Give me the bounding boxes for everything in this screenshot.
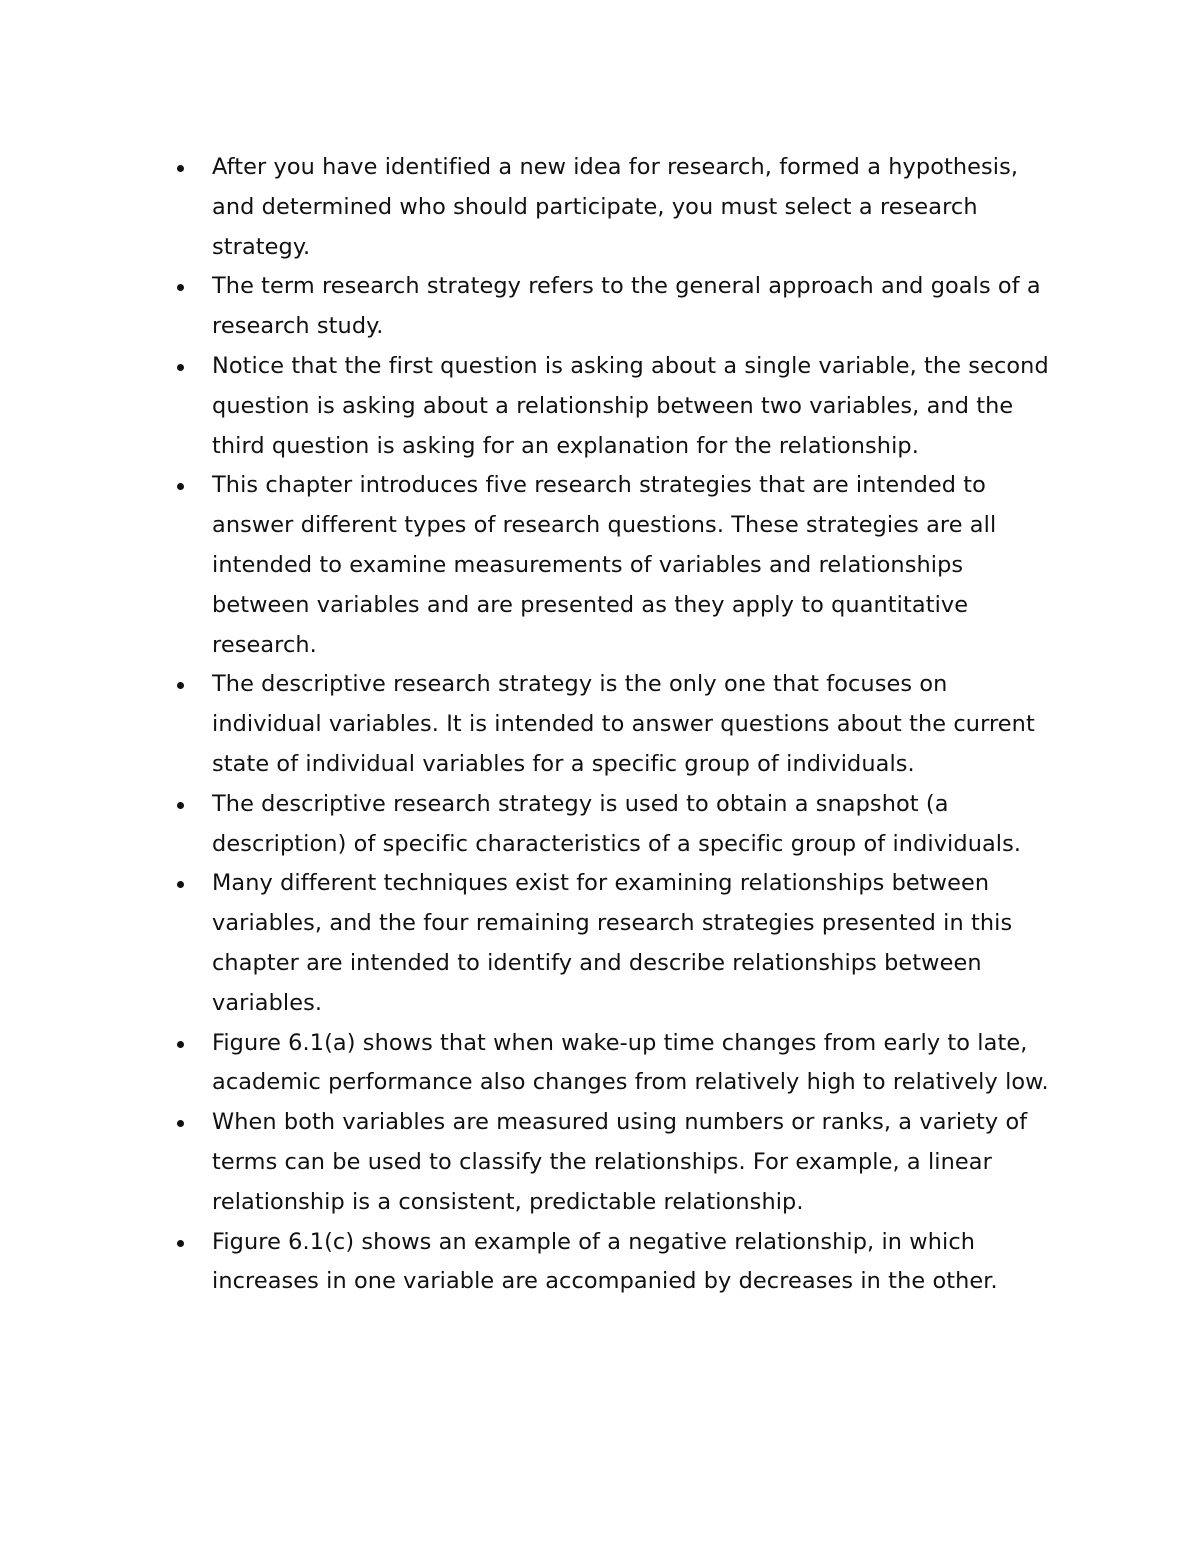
bullet-icon [177, 284, 184, 291]
list-item [212, 1223, 1062, 1303]
bullet-icon [177, 802, 184, 809]
list-item [212, 267, 1062, 347]
list-item-text: Notice that the first question is asking about a single variable, the second question is asking about a relationship between two variables, and the third question is asking for an explanation for the relationship. [212, 352, 1049, 459]
bullet-icon [177, 1041, 184, 1048]
list-item [212, 148, 1062, 267]
bullet-icon [177, 165, 184, 172]
bullet-icon [177, 364, 184, 371]
list-item [212, 466, 1062, 665]
list-item-text: The descriptive research strategy is used to obtain a snapshot (a description) of specific characteristics of a specific group of individuals. [212, 790, 1022, 857]
list-item [212, 665, 1062, 784]
list-item [212, 347, 1062, 466]
list-item [212, 1103, 1062, 1222]
list-item-text: Many different techniques exist for examining relationships between variables, and the four remaining research strategies presented in this chapter are intended to identify and describe relationships between variables. [212, 870, 1013, 1016]
bullet-icon [177, 881, 184, 888]
list-item-text: This chapter introduces five research strategies that are intended to answer different types of research questions. These strategies are all intended to examine measurements of variables and relationships between variables and are presented as they apply to quantitative research. [212, 472, 997, 658]
list-item-text: Figure 6.1(c) shows an example of a negative relationship, in which increases in one variable are accompanied by decreases in the other. [212, 1228, 998, 1295]
list-item [212, 1024, 1062, 1104]
bullet-list [212, 148, 1062, 1302]
list-item-text: After you have identified a new idea for research, formed a hypothesis, and determined who should participate, you must select a research strategy. [212, 154, 1019, 260]
list-item-text: When both variables are measured using numbers or ranks, a variety of terms can be used to classify the relationships. For example, a linear relationship is a consistent, predictable relationship. [212, 1109, 1028, 1215]
list-item-text: Figure 6.1(a) shows that when wake-up time changes from early to late, academic performance also changes from relatively high to relatively low. [212, 1029, 1049, 1096]
list-item [212, 864, 1062, 1023]
bullet-icon [177, 1120, 184, 1127]
list-item-text: The descriptive research strategy is the only one that focuses on individual variables. It is intended to answer questions about the current state of individual variables for a specific group of individuals. [212, 671, 1035, 777]
list-item [212, 785, 1062, 865]
bullet-icon [177, 1240, 184, 1247]
bullet-icon [177, 483, 184, 490]
bullet-icon [177, 682, 184, 689]
list-item-text: The term research strategy refers to the general approach and goals of a research study. [212, 273, 1041, 340]
